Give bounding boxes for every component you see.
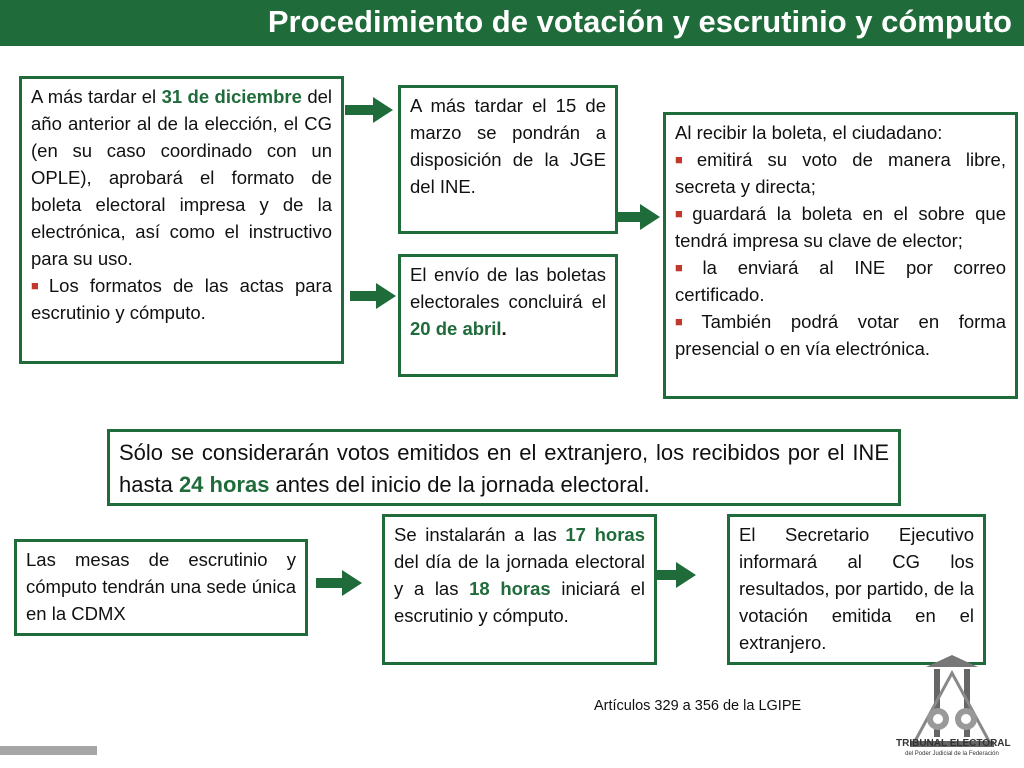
page-title: Procedimiento de votación y escrutinio y cómputo bbox=[267, 4, 1012, 39]
step-box-installation-time: Se instalarán a las 17 horas del día de la jornada electoral y a las 18 horas iniciará el escrutinio y cómputo. bbox=[382, 514, 657, 665]
step-box-deadline-december: A más tardar el 31 de diciembre del año anterior al de la elección, el CG (en su caso coordinado con un OPLE), aprobará el formato de boleta electoral impresa y de la electrónica, así como el instructivo para su uso. ■ Los formatos de las actas para escrutinio y cómputo. bbox=[19, 76, 344, 364]
legal-reference: Artículos 329 a 356 de la LGIPE bbox=[594, 698, 802, 714]
step-box-citizen-receives-ballot: Al recibir la boleta, el ciudadano: ■ emitirá su voto de manera libre, secreta y directa; ■ guardará la boleta en el sobre que tendrá impresa su clave de elector; ■ la enviará al INE por correo certificado. ■ También podrá votar en forma presencial o en vía electrónica. bbox=[663, 112, 1018, 399]
arrow-right-icon bbox=[656, 561, 698, 589]
step-box-executive-secretary: El Secretario Ejecutivo informará al CG los resultados, por partido, de la votación emitida en el extranjero. bbox=[727, 514, 986, 665]
note-box-24-hours: Sólo se considerarán votos emitidos en el extranjero, los recibidos por el INE hasta 24 horas antes del inicio de la jornada electoral. bbox=[107, 429, 901, 506]
logo-text-line2: del Poder Judicial de la Federación bbox=[905, 751, 999, 757]
bullet-icon: ■ bbox=[675, 314, 698, 329]
step-box-counting-tables: Las mesas de escrutinio y cómputo tendrán una sede única en la CDMX bbox=[14, 539, 308, 636]
title-banner bbox=[0, 0, 1024, 46]
step-box-march-15: A más tardar el 15 de marzo se pondrán a disposición de la JGE del INE. bbox=[398, 85, 618, 234]
bullet-icon: ■ bbox=[675, 152, 693, 167]
footer-gray-bar bbox=[0, 746, 97, 755]
arrow-right-icon bbox=[316, 569, 364, 597]
bullet-icon: ■ bbox=[675, 206, 689, 221]
logo-text-line1: TRIBUNAL ELECTORAL bbox=[896, 738, 1011, 749]
bullet-icon: ■ bbox=[31, 278, 45, 293]
step-box-april-20: El envío de las boletas electorales concluirá el 20 de abril. bbox=[398, 254, 618, 377]
arrow-right-icon bbox=[616, 203, 662, 231]
bullet-icon: ■ bbox=[675, 260, 699, 275]
arrow-right-icon bbox=[345, 95, 395, 125]
arrow-right-icon bbox=[350, 282, 398, 310]
